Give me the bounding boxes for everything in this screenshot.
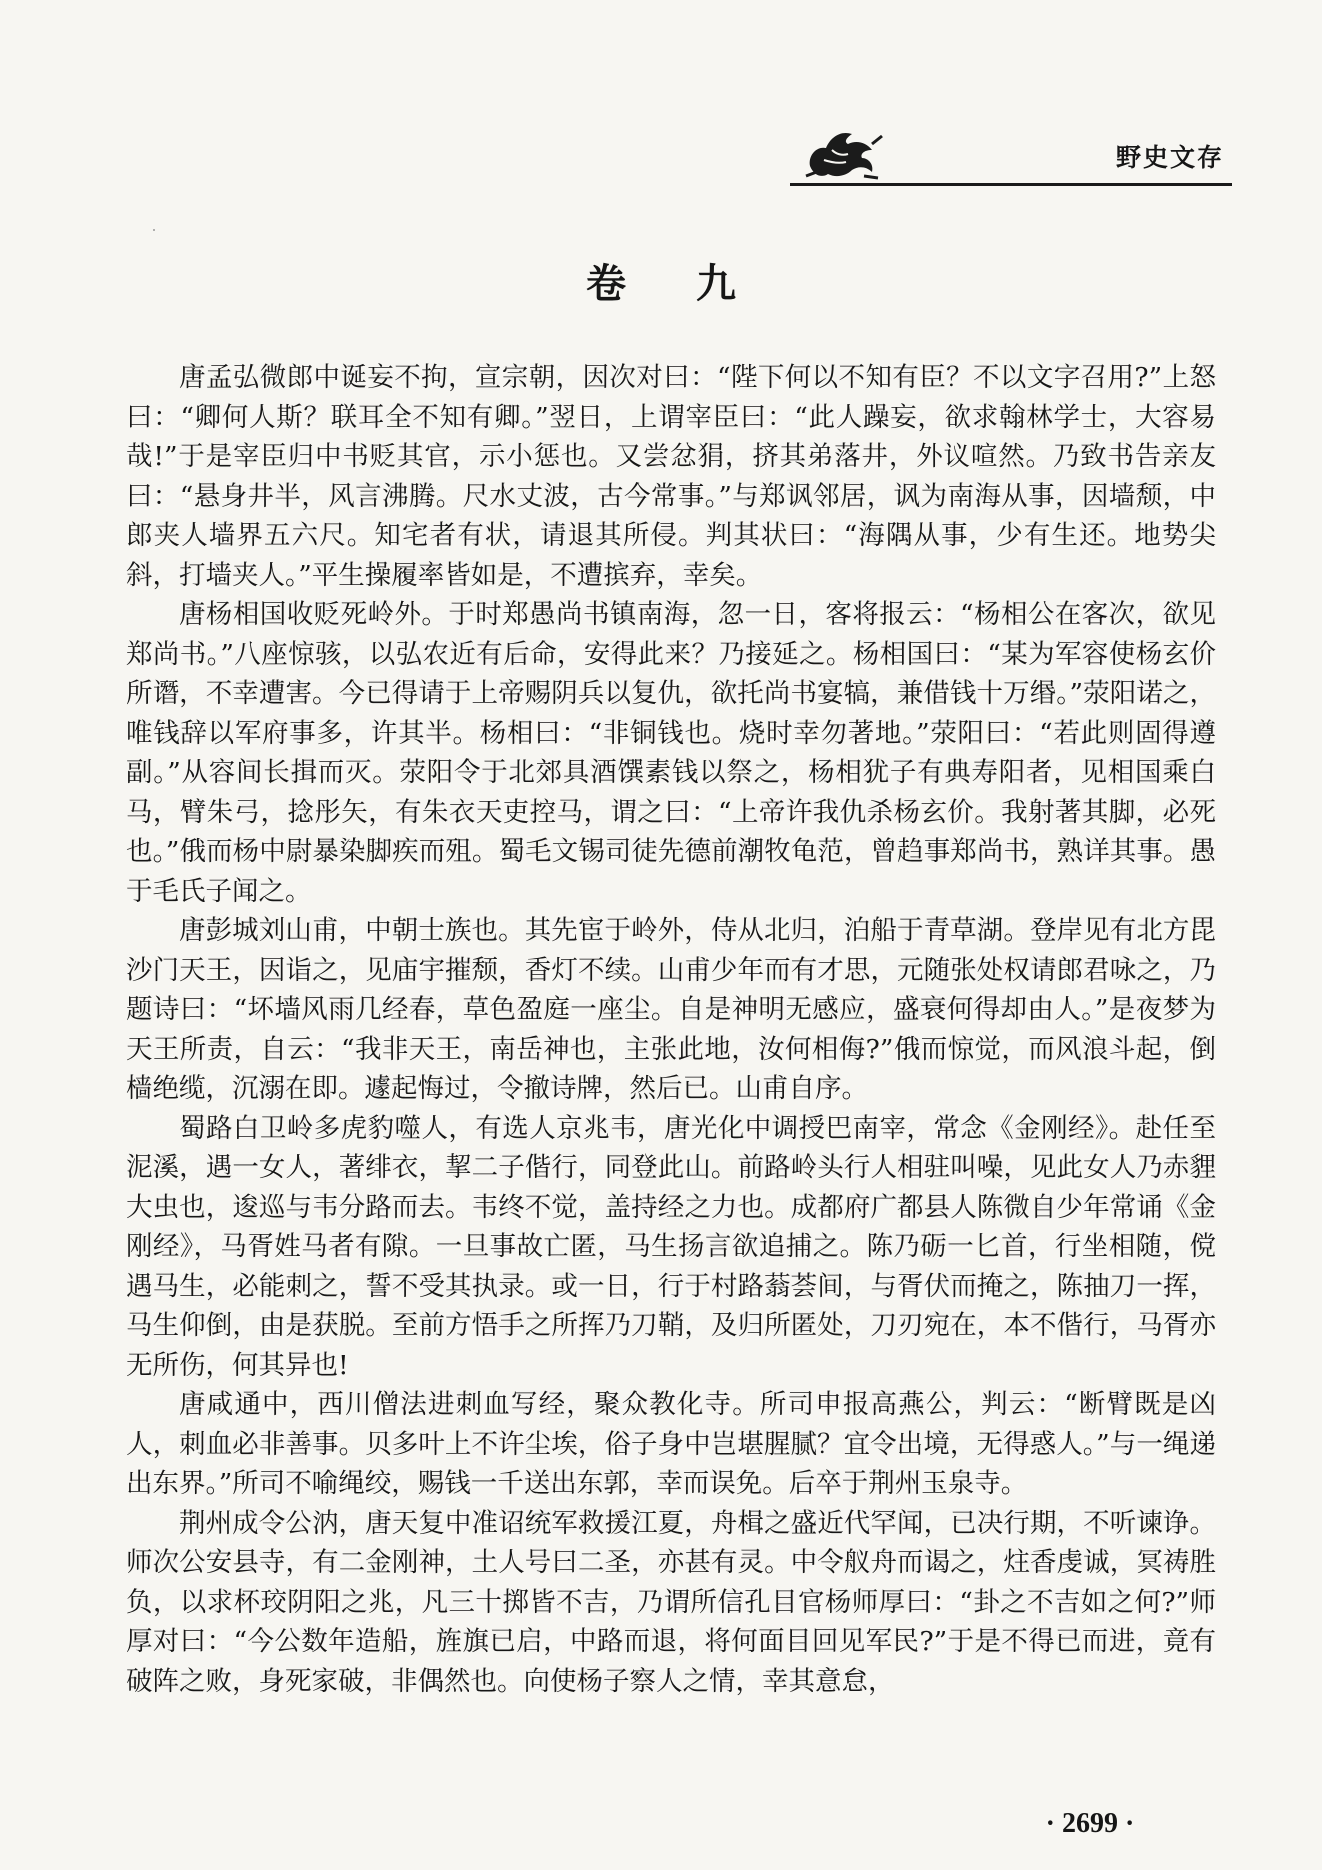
dragon-icon xyxy=(802,120,884,182)
paragraph: 荆州成令公汭，唐天复中准诏统军救援江夏，舟楫之盛近代罕闻，已决行期，不听谏诤。师次公安县寺，有二金刚神，土人号曰二圣，亦甚有灵。中令舣舟而谒之，炷香虔诚，冥祷胜负，以求杯珓阴阳之兆，凡三十掷皆不吉，乃谓所信孔目官杨师厚曰：“卦之不吉如之何?”师厚对曰：“今公数年造船，旌旗已启，中路而退，将何面目回见军民?”于是不得已而进，竟有破阵之败，身死家破，非偶然也。向使杨子察人之情，幸其意怠， xyxy=(126,1507,1216,1697)
paragraph: 唐孟弘微郎中诞妄不拘，宣宗朝，因次对曰：“陛下何以不知有臣？不以文字召用?”上怒曰：“卿何人斯？联耳全不知有卿。”翌日，上谓宰臣曰：“此人躁妄，欲求翰林学士，大容易哉!”于是宰臣归中书贬其官，示小惩也。又尝忿狷，挤其弟落井，外议喧然。乃致书告亲友曰：“悬身井半，风言沸腾。尺水丈波，古今常事。”与郑讽邻居，讽为南海从事，因墙颓，中郎夹人墙界五六尺。知宅者有状，请退其所侵。判其状曰：“海隅从事，少有生还。地势尖斜，打墙夹人。”平生操履率皆如是，不遭摈弃，幸矣。 xyxy=(126,362,1216,591)
page-number: · 2699 · xyxy=(1045,1808,1135,1839)
header-rule xyxy=(790,183,1232,186)
chapter-title: 卷 九 xyxy=(586,260,764,307)
paragraph: 唐彭城刘山甫，中朝士族也。其先宦于岭外，侍从北归，泊船于青草湖。登岸见有北方毘沙门天王，因诣之，见庙宇摧颓，香灯不续。山甫少年而有才思，元随张处权请郎君咏之，乃题诗曰：“坏墙风雨几经春，草色盈庭一座尘。自是神明无感应，盛衰何得却由人。”是夜梦为天王所责，自云：“我非天王，南岳神也，主张此地，汝何相侮?”俄而惊觉，而风浪斗起，倒樯绝缆，沉溺在即。遽起悔过，令撤诗牌，然后已。山甫自序。 xyxy=(126,915,1216,1104)
paragraph: 唐杨相国收贬死岭外。于时郑愚尚书镇南海，忽一日，客将报云：“杨相公在客次，欲见郑尚书。”八座惊骇，以弘农近有后命，安得此来？乃接延之。杨相国曰：“某为军容使杨玄价所谮，不幸遭害。今已得请于上帝赐阴兵以复仇，欲托尚书宴犒，兼借钱十万缗。”荥阳诺之，唯钱辞以军府事多，许其半。杨相曰：“非铜钱也。烧时幸勿著地。”荥阳曰：“若此则固得遵副。”从容间长揖而灭。荥阳令于北郊具酒馔素钱以祭之，杨相犹子有典寿阳者，见相国乘白马，臂朱弓，捻彤矢，有朱衣天吏控马，谓之曰：“上帝许我仇杀杨玄价。我射著其脚，必死也。”俄而杨中尉暴染脚疾而殂。蜀毛文锡司徒先德前潮牧龟范，曾趋事郑尚书，熟详其事。愚于毛氏子闻之。 xyxy=(126,599,1216,907)
header-title: 野史文存 xyxy=(1115,143,1224,172)
paragraph: 蜀路白卫岭多虎豹噬人，有选人京兆韦，唐光化中调授巴南宰，常念《金刚经》。赴任至泥溪，遇一女人，著绯衣，挈二子偕行，同登此山。前路岭头行人相驻叫噪，见此女人乃赤貍大虫也，逡巡与韦分路而去。韦终不觉，盖持经之力也。成都府广都县人陈微自少年常诵《金刚经》，马胥姓马者有隙。一旦事故亡匿，马生扬言欲追捕之。陈乃砺一匕首，行坐相随，傥遇马生，必能刺之，誓不受其执录。或一日，行于村路蓊荟间，与胥伏而掩之，陈抽刀一挥，马生仰倒，由是获脱。至前方悟手之所挥乃刀鞘，及归所匿处，刀刃宛在，本不偕行，马胥亦无所伤，何其异也! xyxy=(126,1112,1216,1381)
paragraph: 唐咸通中，西川僧法进刺血写经，聚众教化寺。所司申报高燕公，判云：“断臂既是凶人，刺血必非善事。贝多叶上不许尘埃，俗子身中岂堪腥腻？宜令出境，无得惑人。”与一绳递出东界。”所司不喻绳绞，赐钱一千送出东郭，幸而误免。后卒于荆州玉泉寺。 xyxy=(126,1389,1216,1499)
running-header xyxy=(790,118,1232,186)
scan-speck xyxy=(153,229,155,231)
body-text xyxy=(126,358,1216,1701)
